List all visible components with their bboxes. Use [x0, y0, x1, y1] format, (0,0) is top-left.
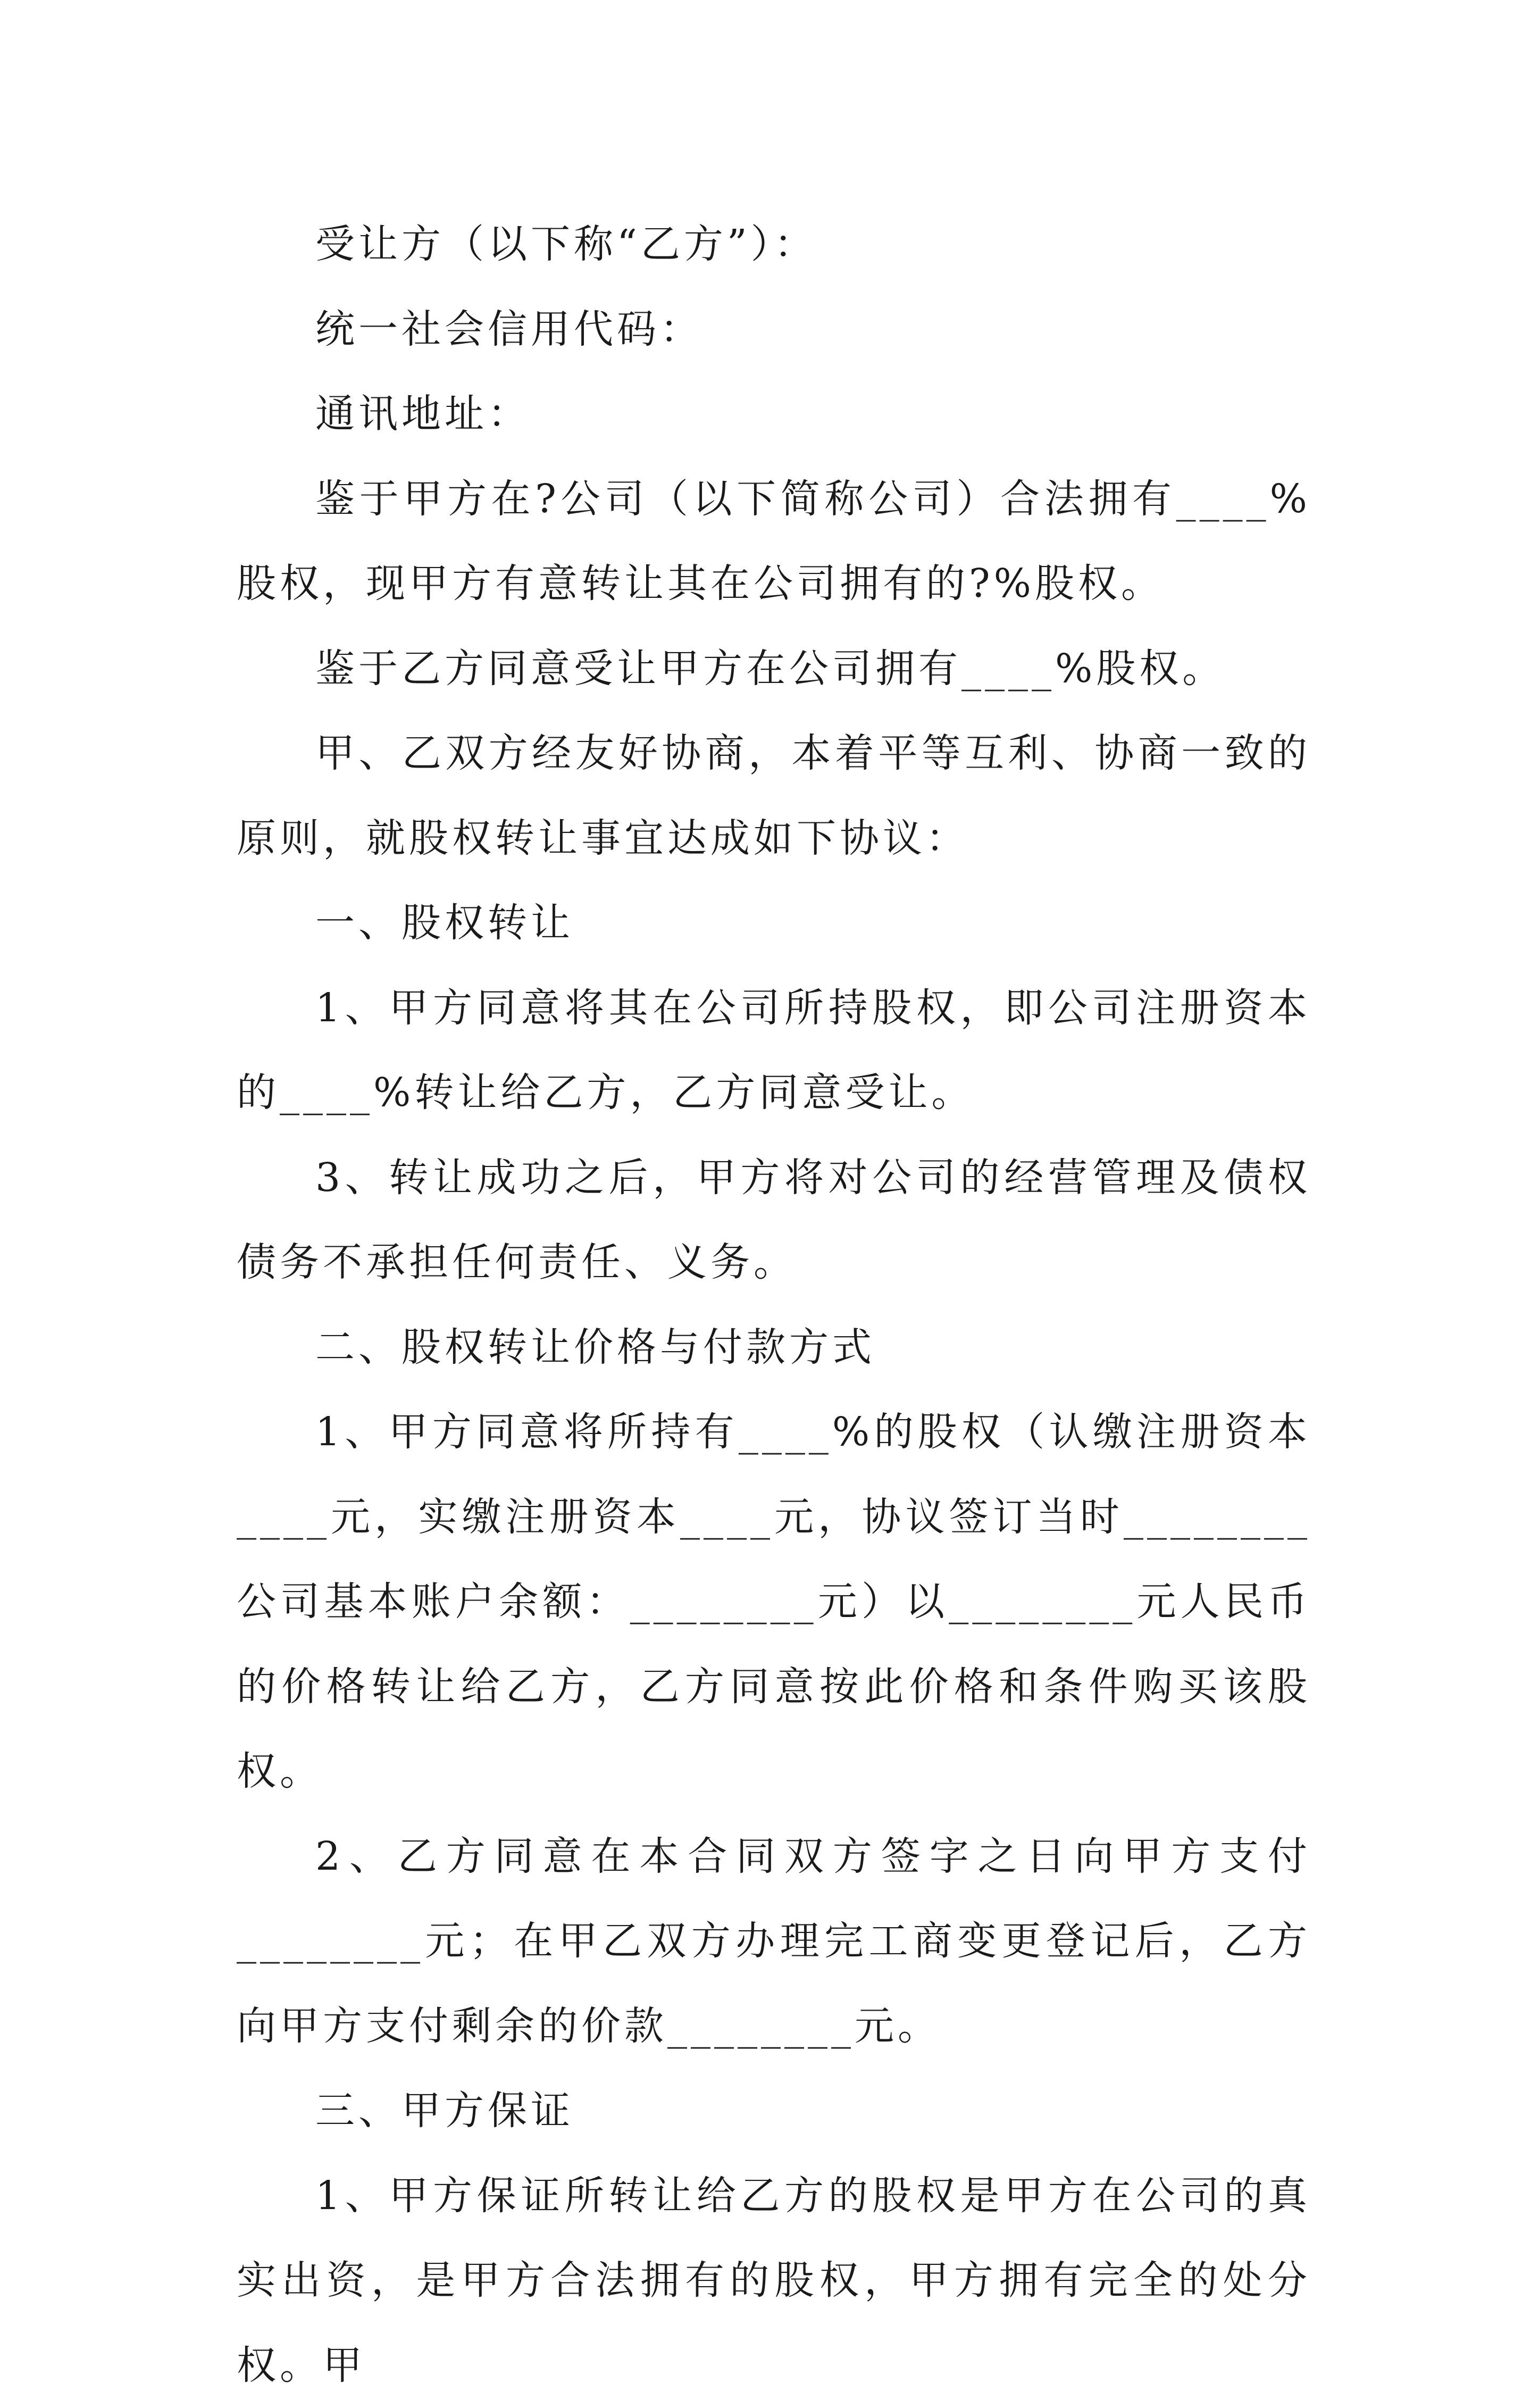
- paragraph-whereas-party-a: 鉴于甲方在?公司（以下简称公司）合法拥有____%股权，现甲方有意转让其在公司拥有的?%股权。: [237, 457, 1311, 627]
- paragraph-whereas-party-b: 鉴于乙方同意受让甲方在公司拥有____%股权。: [237, 627, 1311, 712]
- section-heading-equity-transfer: 一、股权转让: [237, 881, 1311, 966]
- paragraph-agreement-intro: 甲、乙双方经友好协商，本着平等互利、协商一致的原则，就股权转让事宜达成如下协议：: [237, 711, 1311, 881]
- paragraph-credit-code: 统一社会信用代码：: [237, 287, 1311, 372]
- clause-1-1: 1、甲方同意将其在公司所持股权，即公司注册资本的____%转让给乙方，乙方同意受让。: [237, 966, 1311, 1136]
- clause-2-2: 2、乙方同意在本合同双方签字之日向甲方支付________元；在甲乙双方办理完工商变更登记后，乙方向甲方支付剩余的价款________元。: [237, 1814, 1311, 2069]
- clause-1-3: 3、转让成功之后，甲方将对公司的经营管理及债权债务不承担任何责任、义务。: [237, 1136, 1311, 1305]
- paragraph-address: 通讯地址：: [237, 372, 1311, 457]
- clause-3-1: 1、甲方保证所转让给乙方的股权是甲方在公司的真实出资，是甲方合法拥有的股权，甲方拥有完全的处分权。甲: [237, 2154, 1311, 2408]
- section-heading-party-a-warranty: 三、甲方保证: [237, 2069, 1311, 2154]
- section-heading-price-payment: 二、股权转让价格与付款方式: [237, 1305, 1311, 1390]
- paragraph-transferee: 受让方（以下称“乙方”）：: [237, 202, 1311, 287]
- document-body: [237, 202, 1311, 2408]
- clause-2-1: 1、甲方同意将所持有____%的股权（认缴注册资本____元，实缴注册资本____元，协议签订当时________公司基本账户余额：________元）以________元人民币的价格转让给乙方，乙方同意按此价格和条件购买该股权。: [237, 1390, 1311, 1814]
